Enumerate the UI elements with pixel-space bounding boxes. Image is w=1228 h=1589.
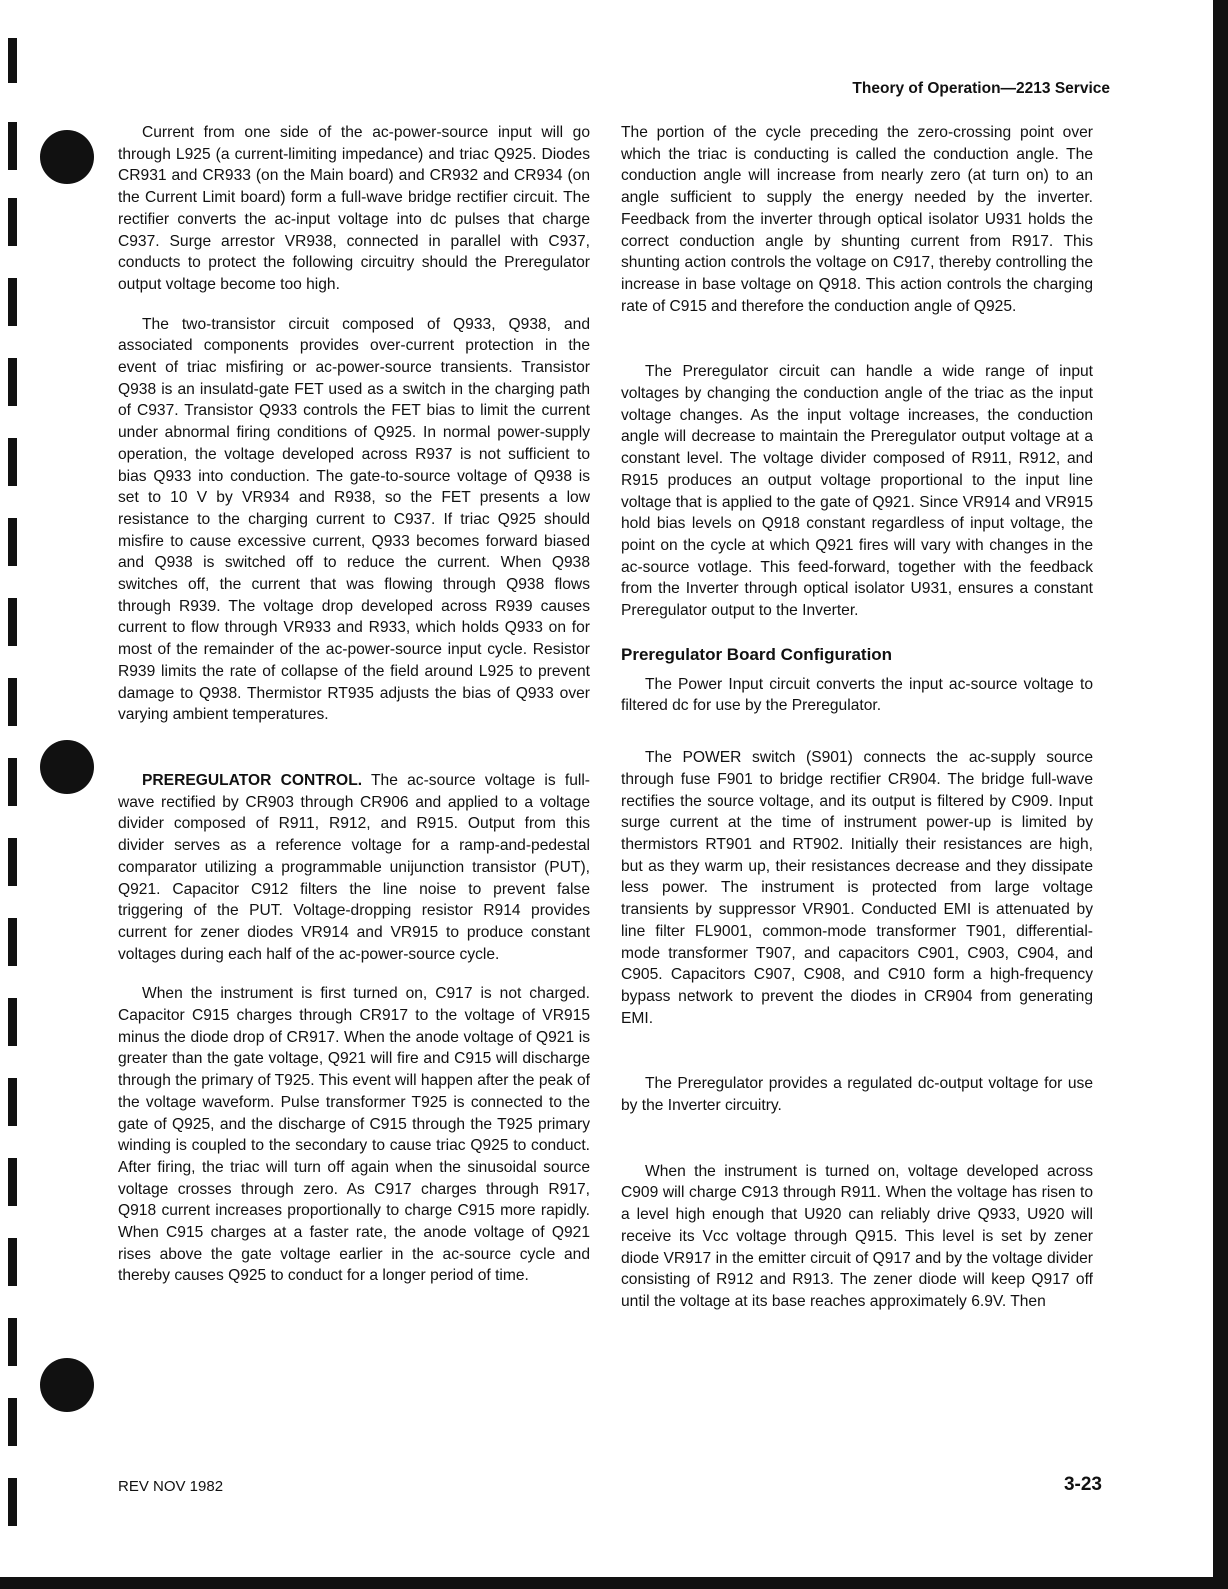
binding-mark [8,758,17,806]
binding-mark [8,1478,17,1526]
paragraph: Current from one side of the ac-power-source input will go through L925 (a current-limiting impedance) and triac Q925. Diodes CR931 and CR933 (on the Main board) and CR932 and CR934 (on the Current Limit board) form a full-wave bridge rectifier circuit. The rectifier converts the ac-input voltage into dc pulses that charge C937. Surge arrestor VR938, connected in parallel with C937, conducts to protect the following circuitry should the Preregulator output voltage become too high. [118,124,590,293]
binding-mark [8,678,17,726]
binding-mark [8,278,17,326]
binding-mark [8,1318,17,1366]
paragraph: When the instrument is turned on, voltage developed across C909 will charge C913 through R911. When the voltage has risen to a level high enough that U920 can reliably drive Q933, U920 will receive its Vcc voltage through Q915. This level is set by zener diode VR917 in the emitter circuit of Q917 and by the voltage divider consisting of R912 and R913. The zener diode will keep Q917 off until the voltage at its base reaches approximately 6.9V. Then [621,1162,1093,1310]
binding-mark [8,838,17,886]
binding-mark [8,918,17,966]
running-head: Theory of Operation—2213 Service [852,80,1110,97]
binding-mark [8,1078,17,1126]
run-in-heading: PREREGULATOR CONTROL. [142,771,363,789]
binding-mark [8,358,17,406]
binding-mark [8,598,17,646]
punch-hole [40,740,94,794]
binding-mark [8,1238,17,1286]
binding-mark [8,438,17,486]
binding-mark [8,122,17,170]
paragraph-text: The ac-source voltage is full-wave rectified by CR903 through CR906 and applied to a voltage divider composed of R911, R912, and R915. Output from this divider serves as a reference voltage for a ramp-and-pedestal comparator utilizing a programmable unijunction transistor (PUT), Q921. Capacitor C912 filters the line noise to prevent false triggering of the PUT. Voltage-dropping resistor R914 provides current for zener diodes VR914 and VR915 to produce constant voltages during each half of the ac-power-source cycle. [118,771,590,963]
binding-mark [8,198,17,246]
paragraph: The two-transistor circuit composed of Q933, Q938, and associated components provides over-current protection in the event of triac misfiring or ac-power-source transients. Transistor Q938 is an insulatd-gate FET used as a switch in the charging path of C937. Transistor Q933 controls the FET bias to limit the current under abnormal firing conditions of Q925. In normal power-supply operation, the voltage developed across R937 is not sufficient to bias Q933 into conduction. The gate-to-source voltage of Q938 is set to 10 V by VR934 and R938, so the FET presents a low resistance to the charging current to C937. If triac Q925 should misfire to cause excessive current, Q933 becomes forward biased and Q938 is switched off to reduce the current. When Q938 switches off, the current that was flowing through Q938 flows through R939. The voltage drop developed across R939 causes current to flow through VR933 and R933, which holds Q933 on for most of the remainder of the ac-power-source input cycle. Resistor R939 limits the rate of collapse of the field around L925 to prevent damage to Q938. Thermistor RT935 adjusts the bias of Q933 over varying ambient temperatures. [118,315,590,724]
punch-hole [40,1358,94,1412]
binding-mark [8,518,17,566]
paragraph: The Preregulator circuit can handle a wide range of input voltages by changing the conduction angle of the triac as the input voltage changes. As the input voltage increases, the conduction angle will decrease to maintain the Preregulator output voltage at a constant level. The voltage divider composed of R911, R912, and R915 produces an output voltage proportional to the input line voltage that is applied to the gate of Q921. Since VR914 and VR915 hold bias levels on Q918 constant regardless of input voltage, the point on the cycle at which Q921 fires will vary with changes in the ac-source votlage. This feed-forward, together with the feedback from the Inverter through optical isolator U931, ensures a constant Preregulator output to the Inverter. [621,363,1093,620]
punch-hole [40,130,94,184]
binding-mark [8,998,17,1046]
page-number: 3-23 [1063,1474,1102,1495]
binding-mark [8,1398,17,1446]
paragraph: The Power Input circuit converts the input ac-source voltage to filtered dc for use by the Preregulator. [621,675,1093,715]
binding-mark [8,38,17,83]
scan-edge-bottom [0,1577,1228,1589]
binding-mark [8,1158,17,1206]
paragraph [118,770,590,965]
paragraph: The Preregulator provides a regulated dc-output voltage for use by the Inverter circuitry. [621,1075,1093,1115]
paragraph: When the instrument is first turned on, C917 is not charged. Capacitor C915 charges through CR917 to the voltage of VR915 minus the diode drop of CR917. When the anode voltage of Q921 is greater than the gate voltage, Q921 will fire and C915 will discharge through the primary of T925. This event will happen after the peak of the voltage waveform. Pulse transformer T925 is connected to the gate of Q925, and the discharge of C915 through the T925 primary winding is coupled to the secondary to cause triac Q925 to conduct. After firing, the triac will turn off again when the sinusoidal source voltage crosses through zero. As C917 charges through R917, Q918 current increases proportionally to charge C915 more rapidly. When C915 charges at a faster rate, the anode voltage of Q921 rises above the gate voltage earlier in the ac-source cycle and thereby causes Q925 to conduct for a longer period of time. [118,985,590,1285]
left-column [118,122,590,1287]
section-heading: Preregulator Board Configuration [621,644,893,664]
revision-date: REV NOV 1982 [118,1478,224,1495]
right-column [621,122,1093,1313]
paragraph: The POWER switch (S901) connects the ac-supply source through fuse F901 to bridge rectifier CR904. The bridge full-wave rectifies the source voltage, and its output is filtered by C909. Input surge current at the time of instrument power-up is limited by thermistors RT901 and RT902. Initially their resistances are high, but as they warm up, their resistances decrease and they dissipate less power. The instrument is protected from large voltage transients by suppressor VR901. Conducted EMI is attenuated by line filter FL9001, common-mode transformer T901, differential-mode transformer T907, and capacitors C901, C903, C904, and C905. Capacitors C907, C908, and C910 form a high-frequency bypass network to prevent the diodes in CR904 from generating EMI. [621,749,1093,1027]
paragraph: The portion of the cycle preceding the zero-crossing point over which the triac is conducting is called the conduction angle. The conduction angle will increase from nearly zero (at turn on) to an angle sufficient to supply the energy needed by the inverter. Feedback from the inverter through optical isolator U931 holds the correct conduction angle by shunting current from R917. This shunting action controls the voltage on C917, thereby controlling the increase in base voltage on Q918. This action controls the charging rate of C915 and therefore the conduction angle of Q925. [621,124,1093,315]
scan-edge-right [1213,0,1228,1589]
